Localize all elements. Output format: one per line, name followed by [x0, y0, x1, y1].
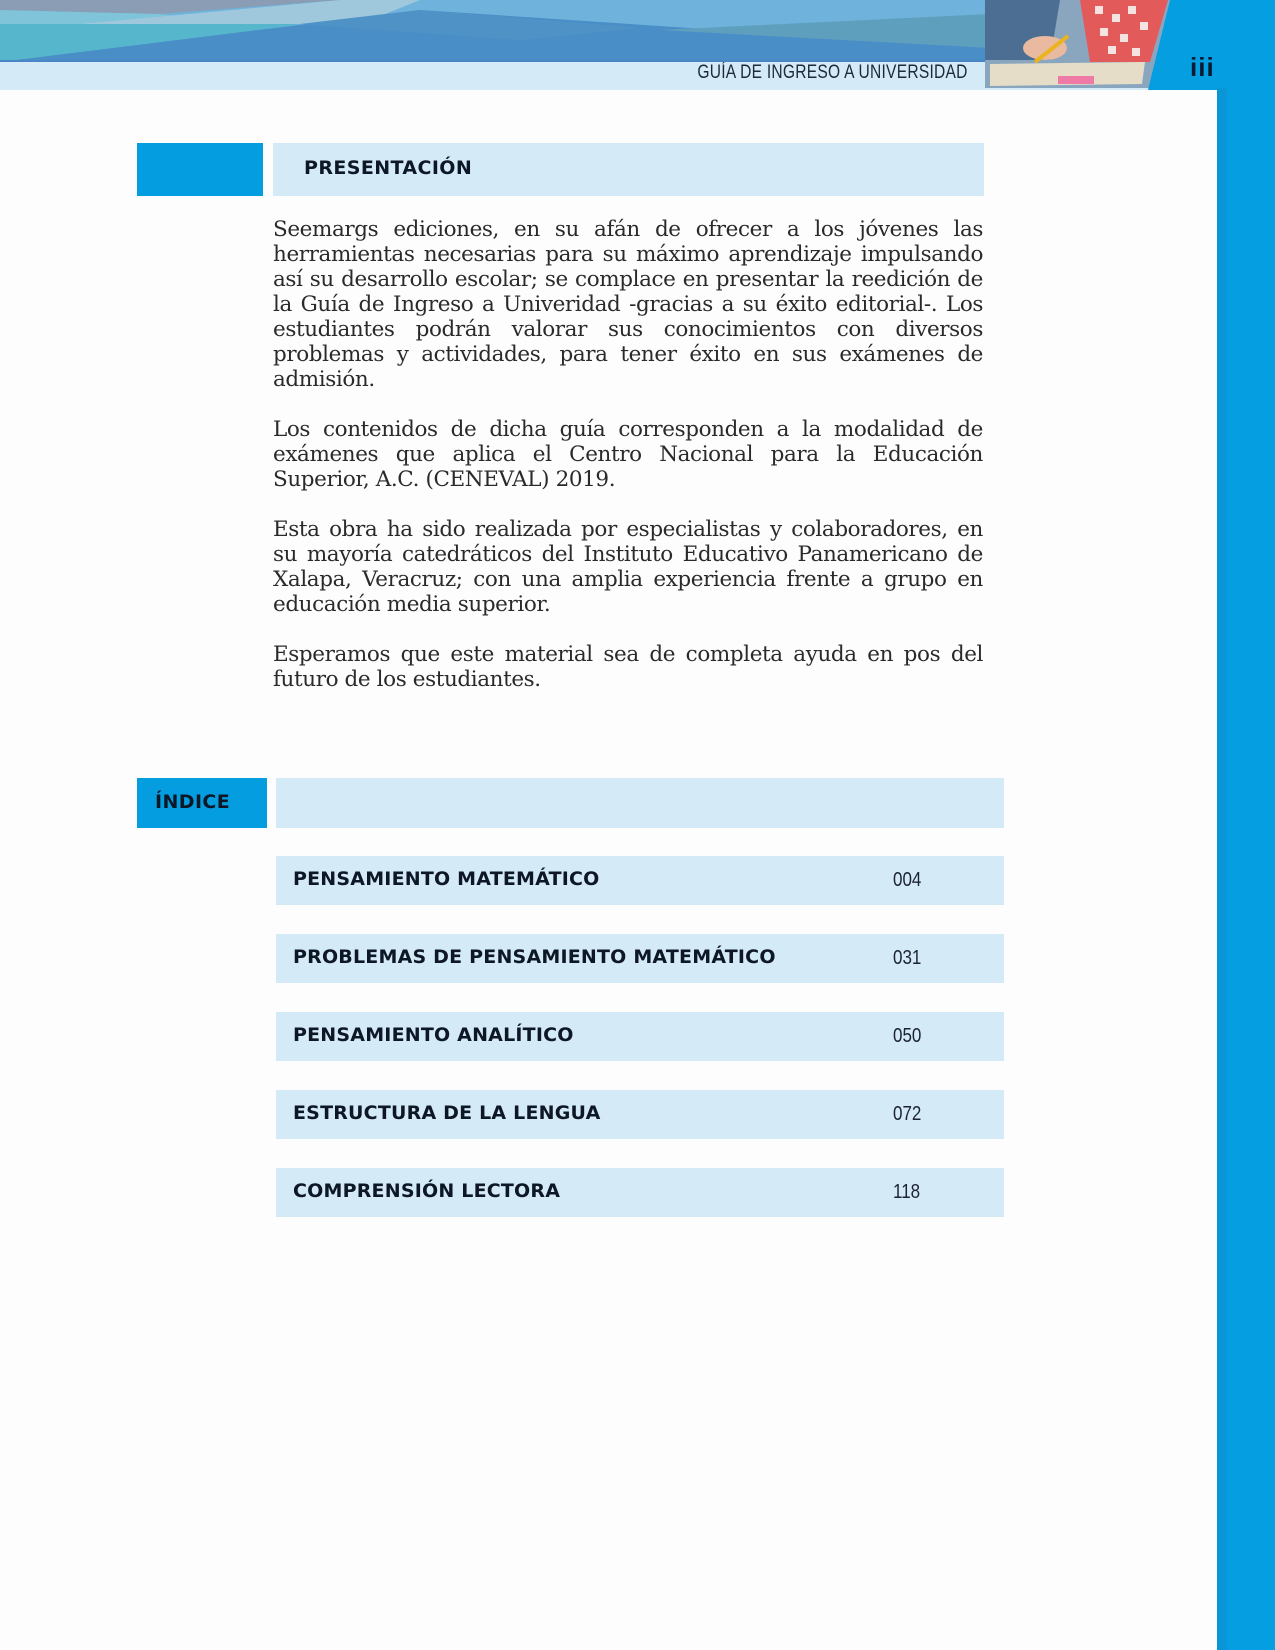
index-item-page: 050: [893, 1025, 922, 1047]
presentation-heading: PRESENTACIÓN: [304, 157, 473, 179]
banner-graphic: [0, 0, 1275, 90]
index-item-label: PENSAMIENTO MATEMÁTICO: [293, 868, 600, 890]
index-accent-block: [137, 778, 267, 828]
presentation-heading-bar: [273, 143, 984, 196]
paragraph: Esta obra ha sido realizada por especialistas y colaboradores, en su mayoría catedráticos del Instituto Educativo Panamericano de Xalapa, Veracruz; con una amplia experiencia frente a grupo en educación media superior.: [273, 517, 983, 617]
header-banner: [0, 0, 1275, 90]
index-item[interactable]: [276, 856, 1004, 905]
students-photo: [985, 0, 1170, 88]
index-item[interactable]: [276, 1090, 1004, 1139]
index-item-page: 118: [893, 1181, 921, 1203]
index-item[interactable]: [276, 934, 1004, 983]
index-item-page: 031: [893, 947, 922, 969]
index-item[interactable]: [276, 1168, 1004, 1217]
index-item-label: PENSAMIENTO ANALÍTICO: [293, 1024, 574, 1046]
side-accent-strip: [1217, 88, 1275, 1650]
index-heading: ÍNDICE: [155, 791, 231, 813]
index-item-label: ESTRUCTURA DE LA LENGUA: [293, 1102, 601, 1124]
presentation-accent-block: [137, 143, 263, 196]
index-item-page: 004: [893, 869, 922, 891]
paragraph: Los contenidos de dicha guía corresponden a la modalidad de exámenes que aplica el Centro Nacional para la Educación Superior, A.C. (CENEVAL) 2019.: [273, 417, 983, 492]
index-item-page: 072: [893, 1103, 922, 1125]
book-title: GUÍA DE INGRESO A UNIVERSIDAD: [697, 62, 968, 83]
paragraph: Seemargs ediciones, en su afán de ofrecer a los jóvenes las herramientas necesarias para su máximo aprendizaje impulsando así su desarrollo escolar; se complace en presentar la reedición de la Guía de Ingreso a Univeridad -gracias a su éxito editorial-. Los estudiantes podrán valorar sus conocimientos con diversos problemas y actividades, para tener éxito en sus exámenes de admisión.: [273, 217, 983, 392]
index-item-label: COMPRENSIÓN LECTORA: [293, 1180, 561, 1202]
index-item-label: PROBLEMAS DE PENSAMIENTO MATEMÁTICO: [293, 946, 776, 968]
index-heading-bar: [276, 778, 1004, 828]
index-item[interactable]: [276, 1012, 1004, 1061]
paragraph: Esperamos que este material sea de completa ayuda en pos del futuro de los estudiantes.: [273, 642, 983, 692]
presentation-body: [273, 217, 983, 717]
page-number: iii: [1190, 52, 1215, 82]
